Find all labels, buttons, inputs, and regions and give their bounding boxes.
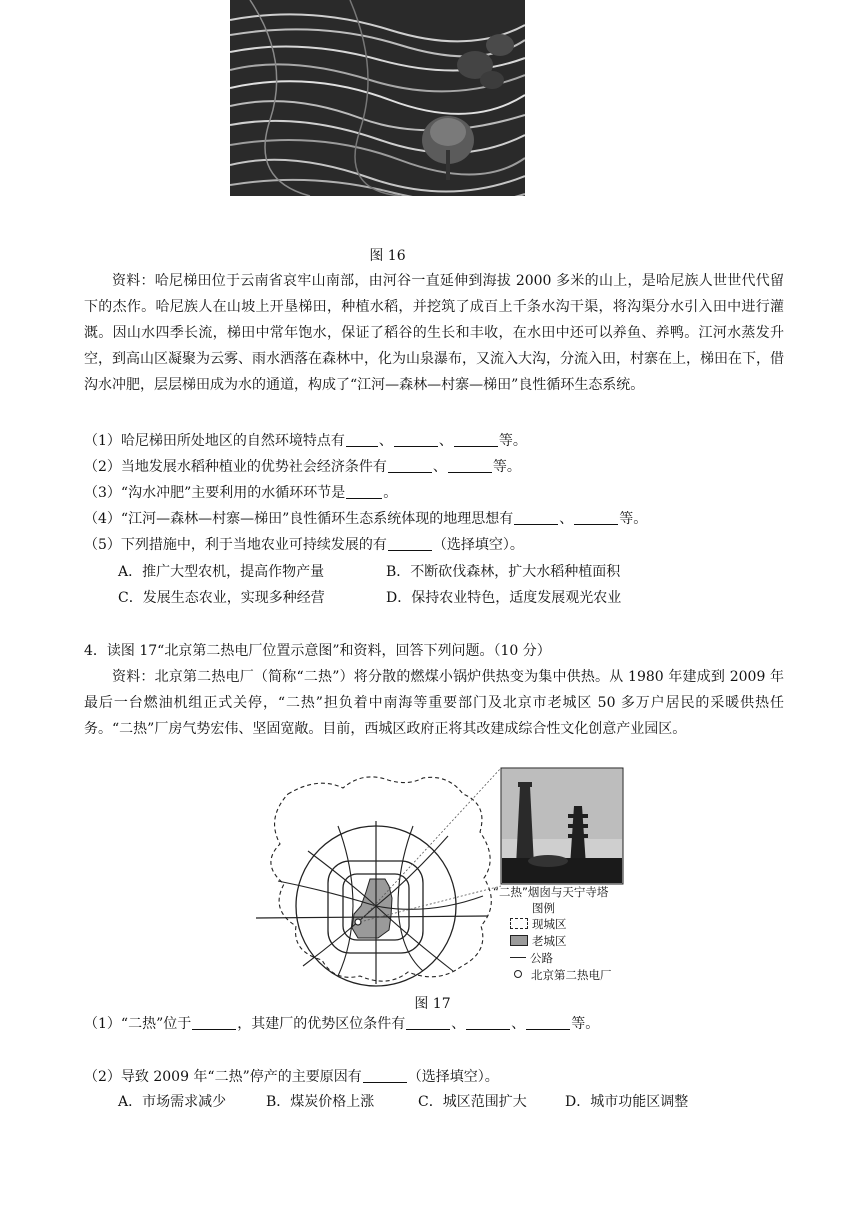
q3-sub2-suffix: 等。 — [492, 459, 521, 475]
separator: 、 — [511, 1016, 526, 1032]
answer-blank[interactable] — [448, 458, 492, 473]
q4-sub1 — [84, 1013, 599, 1033]
q3-sub1-suffix: 等。 — [498, 433, 527, 449]
legend-old-city — [510, 933, 567, 949]
legend-title: 图例 — [532, 901, 555, 915]
answer-blank[interactable] — [466, 1015, 510, 1030]
q4-sub2-prefix: （2）导致 2009 年“二热”停产的主要原因有 — [84, 1069, 362, 1085]
separator: 、 — [451, 1016, 466, 1032]
legend-power-plant — [510, 967, 612, 983]
q4-sub2 — [84, 1066, 499, 1086]
q3-material: 资料：哈尼梯田位于云南省哀牢山南部，由河谷一直延伸到海拔 2000 多米的山上，是哈尼族人世世代代留下的杰作。哈尼族人在山坡上开垦梯田，种植水稻，并挖筑了成百上千条水沟干渠，将沟渠分水引入田中进行灌溉。因山水四季长流，梯田中常年饱水，保证了稻谷的生长和丰收，在水田中还可以养鱼、养鸭。江河水蒸发升空，到高山区凝聚为云雾、雨水洒落在森林中，化为山泉瀑布，又流入大沟，分流入田，村寨在上，梯田在下，借沟水冲肥，层层梯田成为水的通道，构成了“江河—森林—村寨—梯田”良性循环生态系统。 — [84, 273, 784, 393]
option-d[interactable]: D．城市功能区调整 — [565, 1094, 689, 1110]
answer-blank[interactable] — [388, 458, 432, 473]
answer-blank[interactable] — [363, 1068, 407, 1083]
q3-sub1 — [84, 430, 527, 450]
answer-blank[interactable] — [346, 484, 382, 499]
legend-label: 公路 — [530, 951, 553, 965]
option-c[interactable]: C．发展生态农业，实现多种经营 — [118, 590, 325, 606]
option-a[interactable]: A．推广大型农机，提高作物产量 — [118, 564, 325, 580]
legend-current-city — [510, 916, 567, 932]
option-a[interactable]: A．市场需求减少 — [118, 1094, 227, 1110]
gray-box-icon — [510, 935, 528, 946]
q3-sub1-prefix: （1）哈尼梯田所处地区的自然环境特点有 — [84, 433, 345, 449]
q3-sub4 — [84, 508, 647, 528]
beijing-map — [248, 766, 633, 990]
q4-sub1-prefix: （1）“二热”位于 — [84, 1016, 192, 1032]
circle-marker-icon — [514, 970, 522, 978]
road — [398, 826, 423, 971]
separator: 、 — [559, 511, 574, 527]
legend-label: 老城区 — [532, 934, 567, 948]
line-icon — [510, 957, 526, 958]
figure-17-caption: 图 17 — [414, 996, 451, 1012]
q3-sub3-suffix: 。 — [383, 485, 398, 501]
q4-sub1-suffix: 等。 — [571, 1016, 600, 1032]
answer-blank[interactable] — [406, 1015, 450, 1030]
answer-blank[interactable] — [574, 510, 618, 525]
separator: 、 — [378, 433, 393, 449]
q3-sub5-suffix: （选择填空）。 — [432, 537, 524, 553]
answer-blank[interactable] — [454, 432, 498, 447]
q3-sub4-suffix: 等。 — [619, 511, 648, 527]
answer-blank[interactable] — [514, 510, 558, 525]
option-c[interactable]: C．城区范围扩大 — [418, 1094, 527, 1110]
q3-sub5-prefix: （5）下列措施中，利于当地农业可持续发展的有 — [84, 537, 387, 553]
legend-label: 现城区 — [532, 917, 567, 931]
legend-road — [510, 950, 553, 966]
separator: 、 — [432, 459, 447, 475]
q4-title: 4．读图 17“北京第二热电厂位置示意图”和资料，回答下列问题。（10 分） — [84, 643, 551, 659]
answer-blank[interactable] — [192, 1015, 236, 1030]
beijing-map-figure — [248, 766, 633, 990]
q3-sub3 — [84, 482, 397, 502]
answer-blank[interactable] — [388, 536, 432, 551]
q3-sub5 — [84, 534, 524, 554]
option-d[interactable]: D．保持农业特色，适度发展观光农业 — [386, 590, 622, 606]
photo-caption: “二热”烟囱与天宁寺塔 — [493, 885, 609, 899]
option-b[interactable]: B．煤炭价格上涨 — [266, 1094, 375, 1110]
q3-sub3-prefix: （3）“沟水冲肥”主要利用的水循环环节是 — [84, 485, 346, 501]
q4-sub2-suffix: （选择填空）。 — [407, 1069, 499, 1085]
legend-label: 北京第二热电厂 — [531, 968, 612, 982]
chimney-pagoda-photo — [501, 768, 623, 884]
answer-blank[interactable] — [346, 432, 378, 447]
q4-sub1-mid: ，其建厂的优势区位条件有 — [237, 1016, 406, 1032]
option-b[interactable]: B．不断砍伐森林，扩大水稻种植面积 — [386, 564, 621, 580]
q3-sub4-prefix: （4）“江河—森林—村寨—梯田”良性循环生态系统体现的地理思想有 — [84, 511, 514, 527]
q3-sub2 — [84, 456, 521, 476]
answer-blank[interactable] — [394, 432, 438, 447]
dashed-box-icon — [510, 918, 528, 929]
answer-blank[interactable] — [526, 1015, 570, 1030]
figure-16-caption: 图 16 — [369, 248, 406, 264]
separator: 、 — [438, 433, 453, 449]
terrace-photo — [230, 0, 525, 196]
q4-material: 资料：北京第二热电厂（简称“二热”）将分散的燃煤小锅炉供热变为集中供热。从 1980 年建成到 2009 年最后一台燃油机组正式关停，“二热”担负着中南海等重要部门及北京市老城区 50 多万户居民的采暖供热任务。“二热”厂房气势宏伟、坚固宽敞。目前，西城区政府正将其改建成综合性文化创意产业园区。 — [84, 669, 784, 737]
q3-sub2-prefix: （2）当地发展水稻种植业的优势社会经济条件有 — [84, 459, 387, 475]
